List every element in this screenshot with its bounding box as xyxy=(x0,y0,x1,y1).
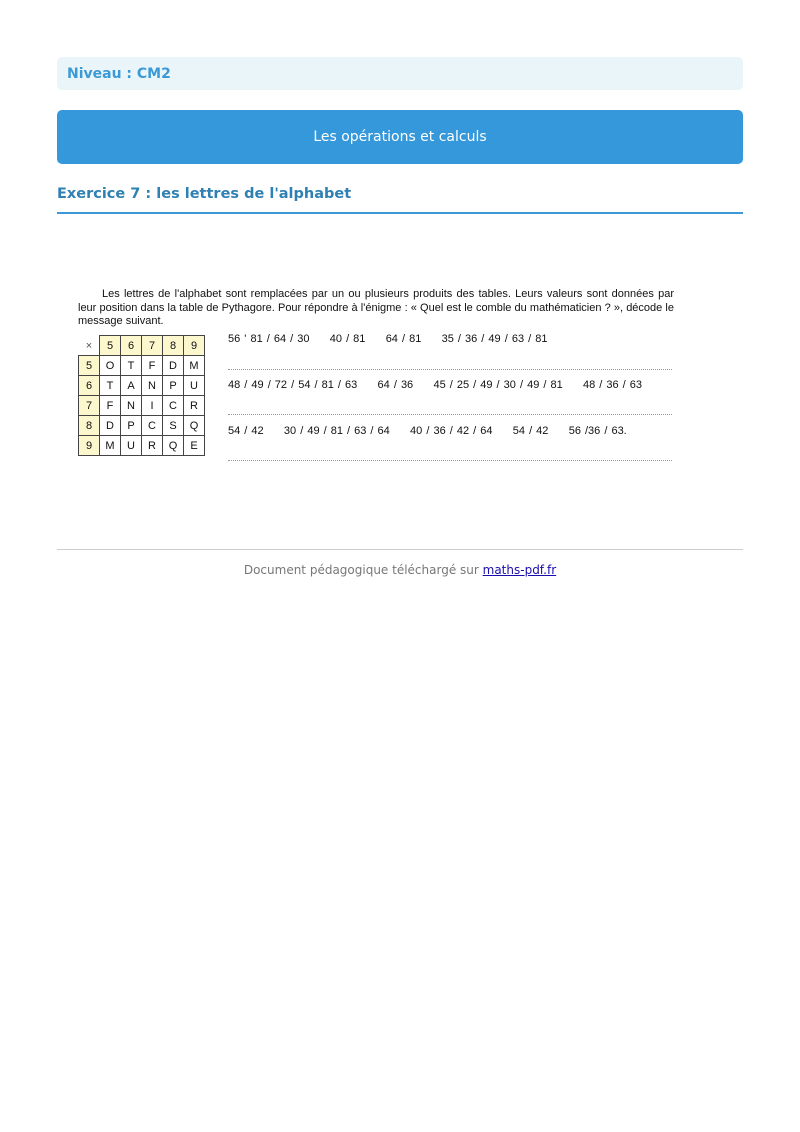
level-badge: Niveau : CM2 xyxy=(57,57,743,90)
footer-divider xyxy=(57,549,743,550)
letter-cell: P xyxy=(163,376,184,396)
table-row xyxy=(79,396,205,416)
footer-text: Document pédagogique téléchargé sur xyxy=(243,563,483,577)
letter-cell: C xyxy=(142,416,163,436)
row-header: 8 xyxy=(79,416,100,436)
code-line-3: 54 / 42 30 / 49 / 81 / 63 / 64 40 / 36 / 42 / 64 54 / 42 56 /36 / 63. xyxy=(228,425,627,437)
exercise-instructions: Les lettres de l'alphabet sont remplacées par un ou plusieurs produits des tables. Leurs valeurs sont données par leur position dans la table de Pythagore. Pour répondre à l'énigme : « Quel est le comble du mathématicien ? », décode le message suivant. xyxy=(78,288,674,327)
answer-line-1 xyxy=(228,369,672,370)
letter-cell: U xyxy=(184,376,205,396)
column-header: 5 xyxy=(100,336,121,356)
footer xyxy=(0,563,800,577)
letter-cell: R xyxy=(142,436,163,456)
row-header: 6 xyxy=(79,376,100,396)
letter-cell: D xyxy=(100,416,121,436)
table-row xyxy=(79,436,205,456)
row-header: 7 xyxy=(79,396,100,416)
letter-cell: F xyxy=(142,356,163,376)
table-header-row xyxy=(79,336,205,356)
letter-cell: I xyxy=(142,396,163,416)
letter-cell: Q xyxy=(163,436,184,456)
table-row xyxy=(79,356,205,376)
letter-cell: U xyxy=(121,436,142,456)
letter-cell: Q xyxy=(184,416,205,436)
pythagore-table xyxy=(78,335,205,456)
answer-line-2 xyxy=(228,414,672,415)
title-divider xyxy=(57,212,743,214)
letter-cell: N xyxy=(142,376,163,396)
row-header: 5 xyxy=(79,356,100,376)
letter-cell: O xyxy=(100,356,121,376)
column-header: 8 xyxy=(163,336,184,356)
letter-cell: M xyxy=(100,436,121,456)
letter-cell: S xyxy=(163,416,184,436)
topic-banner: Les opérations et calculs xyxy=(57,110,743,164)
exercise-title: Exercice 7 : les lettres de l'alphabet xyxy=(57,186,352,202)
letter-cell: R xyxy=(184,396,205,416)
row-header: 9 xyxy=(79,436,100,456)
letter-cell: P xyxy=(121,416,142,436)
letter-cell: T xyxy=(100,376,121,396)
multiply-symbol: × xyxy=(79,336,100,356)
letter-cell: T xyxy=(121,356,142,376)
letter-cell: A xyxy=(121,376,142,396)
column-header: 6 xyxy=(121,336,142,356)
letter-cell: C xyxy=(163,396,184,416)
letter-cell: M xyxy=(184,356,205,376)
letter-cell: D xyxy=(163,356,184,376)
letter-cell: N xyxy=(121,396,142,416)
table-row xyxy=(79,376,205,396)
code-line-2: 48 / 49 / 72 / 54 / 81 / 63 64 / 36 45 / 25 / 49 / 30 / 49 / 81 48 / 36 / 63 xyxy=(228,379,643,391)
letter-cell: E xyxy=(184,436,205,456)
letter-cell: F xyxy=(100,396,121,416)
column-header: 7 xyxy=(142,336,163,356)
column-header: 9 xyxy=(184,336,205,356)
footer-link[interactable]: maths-pdf.fr xyxy=(482,563,557,577)
table-row xyxy=(79,416,205,436)
code-line-1: 56 ' 81 / 64 / 30 40 / 81 64 / 81 35 / 36 / 49 / 63 / 81 xyxy=(228,333,548,345)
exercise-figure xyxy=(78,288,676,473)
answer-line-3 xyxy=(228,460,672,461)
